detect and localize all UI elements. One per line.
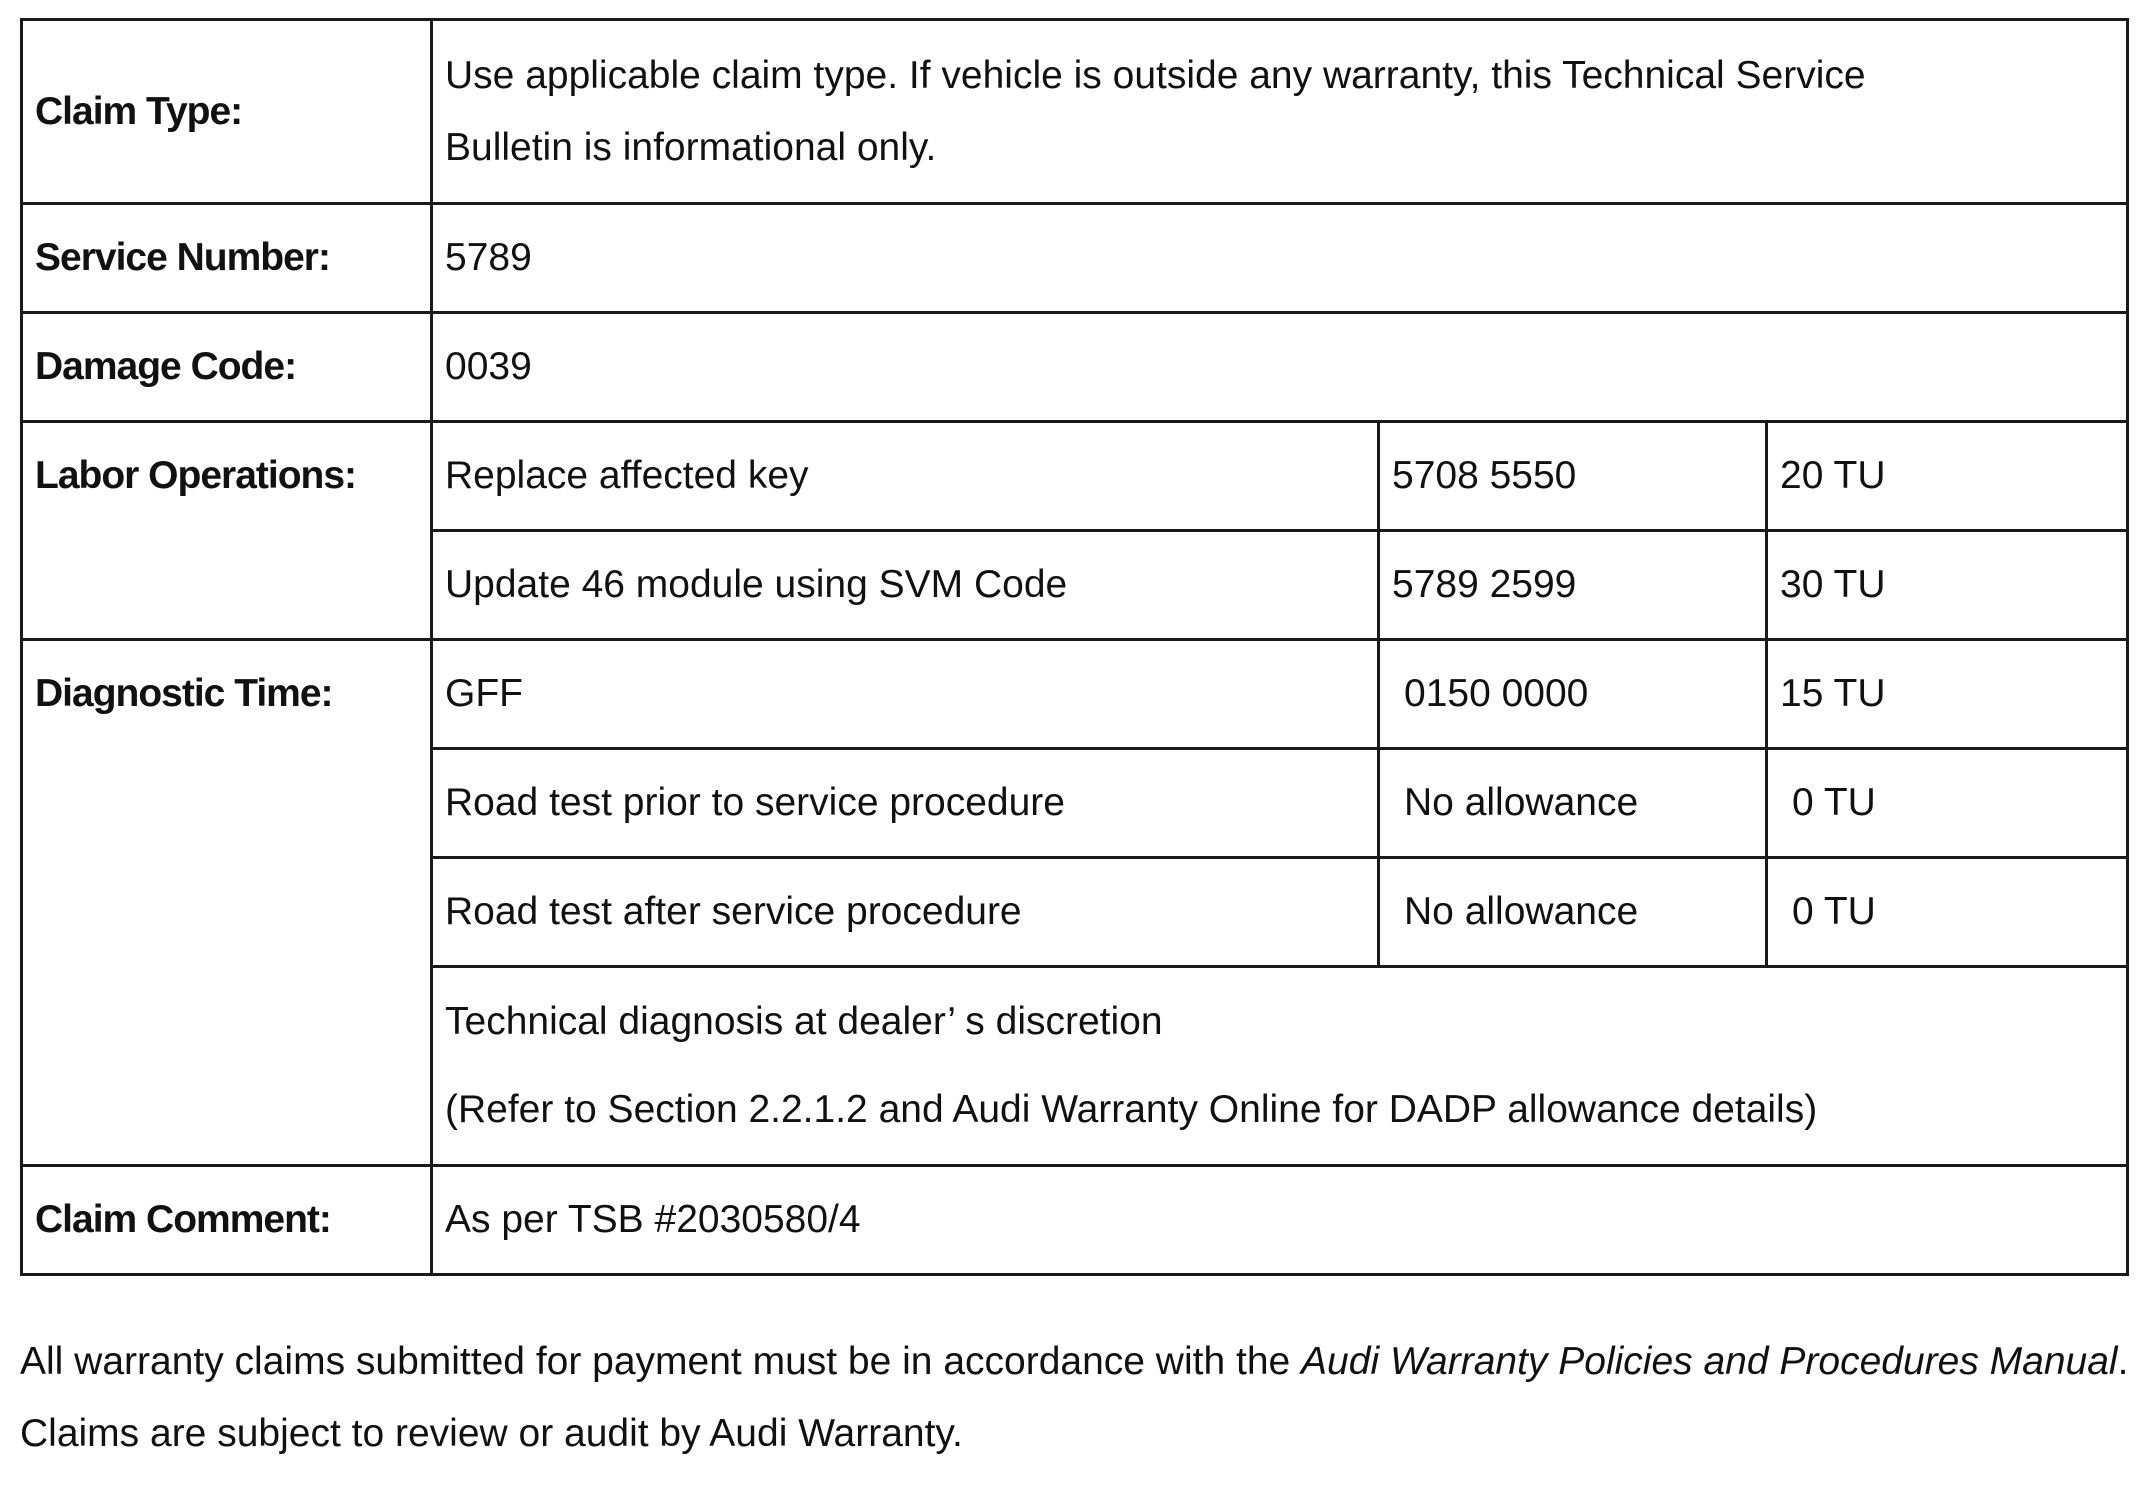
manual-title: Audi Warranty Policies and Procedures Manual [1301,1340,2118,1383]
diagnostic-code: No allowance [1379,858,1767,967]
claim-comment-row [22,1166,2128,1275]
diagnostic-time: 15 TU [1767,640,2128,749]
diagnostic-description: Road test after service procedure [432,858,1379,967]
claim-type-value [432,20,2128,204]
labor-op-code: 5789 2599 [1379,531,1767,640]
diagnostic-time-label: Diagnostic Time: [22,640,432,1166]
claim-type-label: Claim Type: [22,20,432,204]
labor-operations-label: Labor Operations: [22,422,432,640]
damage-code-row [22,313,2128,422]
claim-type-line-2: Bulletin is informational only. [445,125,937,169]
labor-op-time: 20 TU [1767,422,2128,531]
service-number-row [22,204,2128,313]
claim-comment-value: As per TSB #2030580/4 [432,1166,2128,1275]
diagnostic-code: 0150 0000 [1379,640,1767,749]
diagnostic-time: 0 TU [1767,749,2128,858]
diagnostic-time: 0 TU [1767,858,2128,967]
diagnostic-note [432,967,2128,1166]
labor-op-description: Replace affected key [432,422,1379,531]
footnote-prefix: All warranty claims submitted for payment must be in accordance with the [20,1340,1302,1383]
claim-type-row [22,20,2128,204]
labor-op-time: 30 TU [1767,531,2128,640]
labor-op-code: 5708 5550 [1379,422,1767,531]
damage-code-value: 0039 [432,313,2128,422]
diagnostic-description: GFF [432,640,1379,749]
diagnostic-note-line-2: (Refer to Section 2.2.1.2 and Audi Warranty Online for DADP allowance details) [445,1088,1818,1131]
labor-op-description: Update 46 module using SVM Code [432,531,1379,640]
claim-comment-label: Claim Comment: [22,1166,432,1275]
damage-code-label: Damage Code: [22,313,432,422]
claim-info-table [20,18,2129,1276]
labor-operation-row [22,422,2128,531]
footnote-suffix: . Claims are subject to review or audit by Audi Warranty. [20,1340,2129,1455]
diagnostic-row [22,640,2128,749]
diagnostic-note-line-1: Technical diagnosis at dealer’ s discretion [445,1000,1163,1043]
diagnostic-code: No allowance [1379,749,1767,858]
diagnostic-description: Road test prior to service procedure [432,749,1379,858]
claim-type-line-1: Use applicable claim type. If vehicle is outside any warranty, this Technical Service [445,53,1866,97]
service-number-value: 5789 [432,204,2128,313]
service-number-label: Service Number: [22,204,432,313]
warranty-footnote [20,1326,2130,1470]
